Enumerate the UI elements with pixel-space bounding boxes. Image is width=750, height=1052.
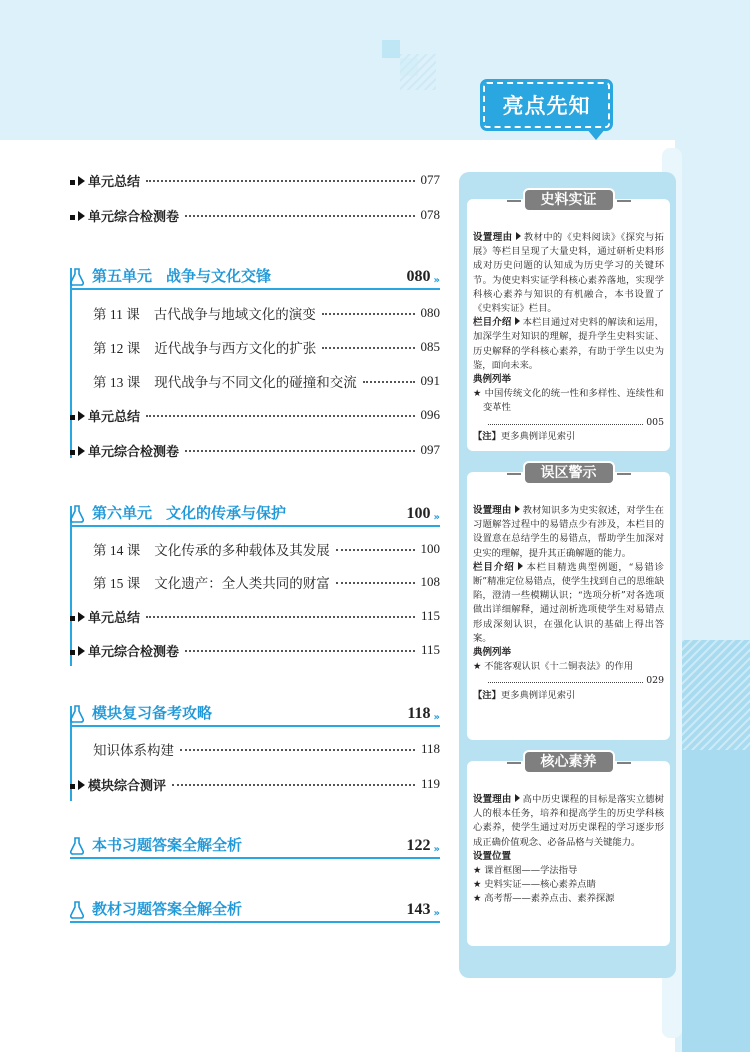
toc-label: 单元综合检测卷 — [88, 444, 180, 460]
banner-title: 亮点先知 — [502, 94, 591, 118]
card-historical-evidence — [467, 192, 670, 451]
toc-page: 080 — [420, 305, 440, 320]
answers-textbook-heading[interactable] — [70, 897, 440, 923]
lesson-title: 文化遗产：全人类共同的财富 — [154, 576, 330, 591]
card-key: 设置理由 — [473, 232, 513, 243]
card-text: 高中历史课程的目标是落实立德树人的根本任务，培养和提高学生的历史学科核心素养，使学生通过对历史课程的学习逐步形成正确价值观念、必备品格与关键能力。 — [473, 794, 664, 848]
bullet-icon — [78, 780, 85, 790]
star-icon: ★ — [473, 661, 485, 673]
unit-page: 143 — [406, 901, 431, 918]
card-key: 设置理由 — [473, 794, 512, 805]
unit-page: 080 — [406, 268, 431, 285]
toc-row[interactable] — [70, 335, 440, 359]
toc-row[interactable] — [70, 168, 440, 192]
toc-row[interactable] — [70, 737, 440, 761]
lesson-title: 现代战争与不同文化的碰撞和交流 — [154, 375, 357, 390]
flask-icon — [70, 705, 84, 723]
bullet-icon — [78, 411, 85, 421]
flask-icon — [70, 837, 84, 855]
side-hatch — [682, 640, 750, 750]
toc-label: 单元总结 — [88, 174, 141, 190]
toc-page: 077 — [420, 172, 440, 187]
toc-row[interactable] — [70, 638, 440, 662]
bullet-icon — [78, 646, 85, 656]
chevron-right-icon: » — [433, 844, 440, 855]
example-page: 029 — [646, 675, 664, 687]
lesson-title: 近代战争与西方文化的扩张 — [154, 341, 317, 356]
chevron-right-icon: » — [433, 275, 440, 286]
unit-page: 118 — [407, 705, 431, 722]
star-icon: ★ — [473, 865, 485, 877]
unit-title: 模块复习备考攻略 — [92, 704, 213, 722]
arrow-icon — [518, 562, 523, 570]
toc-page: 108 — [420, 574, 440, 589]
bullet-icon — [78, 211, 85, 221]
bullet-icon — [78, 176, 85, 186]
toc-page: 115 — [420, 608, 440, 623]
card-text: 教材中的《史料阅读》《探究与拓展》等栏目呈现了大量史料，通过研析史料形成对历史问题的认知成为历史学习的关键环节。为使史料实证学科核心素养落地，实现学科核心素养与知识的有机融合，本书设置了《史料实证》栏目。 — [473, 232, 664, 315]
toc-row[interactable] — [70, 403, 440, 427]
star-icon: ★ — [473, 893, 485, 905]
banner-pointer — [586, 128, 606, 140]
unit-title: 第五单元 — [92, 267, 153, 285]
toc-page: 100 — [420, 541, 440, 556]
star-icon: ★ — [473, 388, 485, 400]
toc-row[interactable] — [70, 438, 440, 462]
arrow-icon — [516, 232, 521, 240]
arrow-icon — [515, 317, 520, 325]
arrow-icon — [515, 794, 520, 802]
example-page-line — [473, 674, 664, 688]
toc-row[interactable] — [70, 570, 440, 594]
flask-icon — [70, 901, 84, 919]
card-key: 典例列举 — [473, 647, 512, 659]
toc-label: 模块综合测评 — [88, 778, 167, 794]
lesson-number: 第 11 课 — [93, 307, 140, 322]
unit-title: 教材习题答案全解全析 — [92, 900, 243, 918]
lesson-title: 古代战争与地域文化的演变 — [153, 307, 316, 322]
lesson-number: 第 15 课 — [93, 576, 141, 591]
toc-label: 知识体系构建 — [93, 743, 174, 758]
chevron-right-icon: » — [433, 908, 440, 919]
lesson-number: 第 13 课 — [93, 375, 141, 390]
toc-row[interactable] — [70, 301, 440, 325]
toc-row[interactable] — [70, 203, 440, 227]
chevron-right-icon: » — [433, 712, 440, 723]
toc-label: 单元总结 — [88, 610, 141, 626]
example-page-line — [473, 416, 664, 430]
position-item: 史料实证——核心素养点睛 — [484, 879, 596, 891]
chevron-right-icon: » — [433, 512, 440, 523]
highlight-banner — [483, 82, 610, 128]
toc-row[interactable] — [70, 604, 440, 628]
example-text: 中国传统文化的统一性和多样性、连续性和变革性 — [483, 388, 664, 414]
note-key: 【注】 — [473, 689, 501, 701]
toc-page: 096 — [420, 407, 440, 422]
card-misconception-warning — [467, 465, 670, 740]
unit-subtitle: 战争与文化交锋 — [166, 267, 272, 285]
lesson-number: 第 14 课 — [93, 543, 141, 558]
position-item: 课首框图——学法指导 — [484, 865, 578, 877]
unit-title: 第六单元 — [92, 504, 153, 522]
card-key: 设置位置 — [473, 850, 512, 862]
card-text: 本栏目通过对史料的解读和运用，加深学生对知识的理解，提升学生史料实证、历史解释的学科核心素养，有助于学生以史为鉴，面向未来。 — [473, 317, 664, 371]
flask-icon — [70, 268, 84, 286]
unit-subtitle: 文化的传承与保护 — [166, 504, 287, 522]
toc-page: 091 — [420, 373, 440, 388]
position-item: 高考帮——素养点击、素养探源 — [484, 893, 615, 905]
unit-6-heading[interactable] — [70, 501, 440, 527]
arrow-icon — [515, 505, 520, 513]
card-key: 设置理由 — [473, 505, 512, 516]
review-heading[interactable] — [70, 701, 440, 727]
toc-label: 单元综合检测卷 — [88, 209, 180, 225]
flask-icon — [70, 505, 84, 523]
card-tag: 核心素养 — [525, 752, 613, 772]
unit-page: 122 — [406, 837, 431, 854]
toc-row[interactable] — [70, 369, 440, 393]
card-tag: 史料实证 — [525, 190, 613, 210]
unit-5-heading[interactable] — [70, 264, 440, 290]
toc-page: 118 — [420, 741, 440, 756]
unit-title: 本书习题答案全解全析 — [92, 836, 243, 854]
toc-row[interactable] — [70, 772, 440, 796]
lesson-number: 第 12 课 — [93, 341, 141, 356]
note-text: 更多典例详见索引 — [500, 689, 576, 701]
lesson-title: 文化传承的多种载体及其发展 — [154, 543, 330, 558]
unit-page: 100 — [406, 505, 431, 522]
toc-page: 085 — [420, 339, 440, 354]
answers-book-heading[interactable] — [70, 833, 440, 859]
example-text: 不能客观认识《十二铜表法》的作用 — [484, 661, 634, 673]
toc-page: 115 — [420, 642, 440, 657]
card-key: 典例列举 — [473, 374, 512, 386]
unit-bracket — [70, 268, 442, 458]
card-text: 本栏目精选典型例题，“易错诊断”精准定位易错点，使学生找到自己的思维缺陷，澄清一些模糊认识；“选项分析”对各选项做出详细解释，通过剖析选项使学生对易错点形成深刻认识，在强化认识的基础上得出答案。 — [473, 561, 664, 644]
toc-page: 078 — [420, 207, 440, 222]
card-tag: 误区警示 — [525, 463, 613, 483]
note-text: 更多典例详见索引 — [500, 430, 576, 442]
card-key: 栏目介绍 — [473, 317, 512, 329]
card-core-literacy — [467, 754, 670, 946]
bullet-icon — [78, 446, 85, 456]
toc-label: 单元综合检测卷 — [88, 644, 180, 660]
toc-page: 119 — [420, 776, 440, 791]
bullet-icon — [78, 612, 85, 622]
toc-page: 097 — [420, 442, 440, 457]
card-key: 栏目介绍 — [473, 561, 515, 573]
card-text: 教材知识多为史实叙述，对学生在习题解答过程中的易错点少有涉及，本栏目的设置意在总结学生的易错点，帮助学生加深对史实的理解，提升其正确解题的能力。 — [473, 505, 664, 559]
toc-label: 单元总结 — [88, 409, 141, 425]
note-key: 【注】 — [473, 430, 501, 442]
example-page: 005 — [646, 416, 664, 428]
toc-row[interactable] — [70, 537, 440, 561]
star-icon: ★ — [473, 879, 485, 891]
